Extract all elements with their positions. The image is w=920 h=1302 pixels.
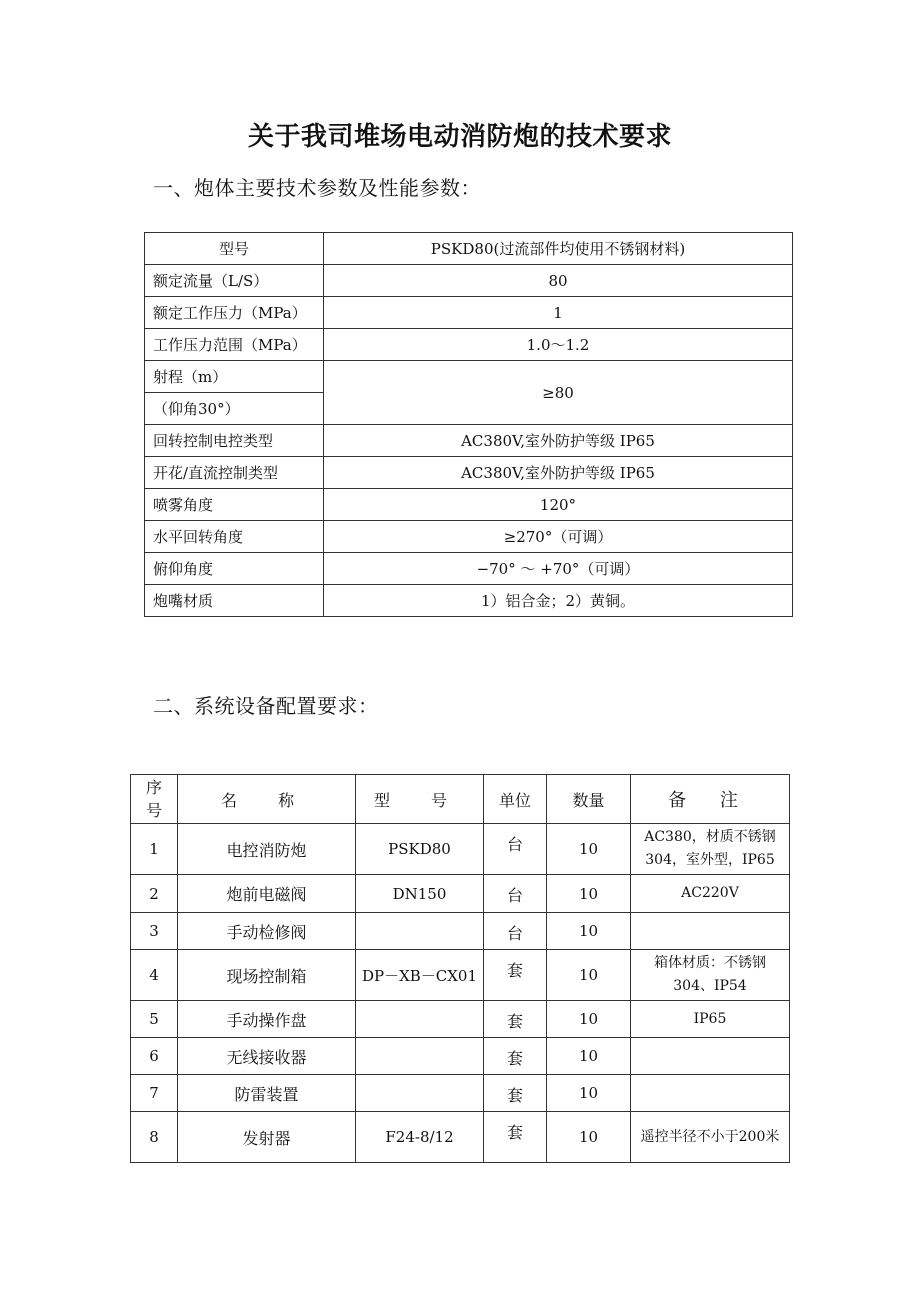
row-model: PSKD80 xyxy=(356,824,484,875)
section-heading-params: 一、炮体主要技术参数及性能参数： xyxy=(153,176,481,200)
param-value: 80 xyxy=(324,265,793,297)
row-model xyxy=(356,1038,484,1075)
table-row xyxy=(131,1001,790,1038)
row-no: 5 xyxy=(131,1001,178,1038)
row-no: 7 xyxy=(131,1075,178,1112)
param-value: AC380V,室外防护等级 IP65 xyxy=(324,457,793,489)
row-model: DP－XB－CX01 xyxy=(356,950,484,1001)
row-remark: 遥控半径不小于200米 xyxy=(631,1112,790,1163)
table-row xyxy=(131,913,790,950)
row-name: 防雷装置 xyxy=(178,1075,356,1112)
param-label: 额定流量（L/S） xyxy=(145,265,324,297)
param-label: 工作压力范围（MPa） xyxy=(145,329,324,361)
row-remark xyxy=(631,1075,790,1112)
row-unit: 套 xyxy=(484,950,547,1001)
table-row xyxy=(145,521,793,553)
header-no: 序号 xyxy=(131,775,178,824)
document-title: 关于我司堆场电动消防炮的技术要求 xyxy=(247,122,672,152)
row-qty: 10 xyxy=(547,875,631,913)
param-value: 120° xyxy=(324,489,793,521)
table-row xyxy=(145,361,793,393)
param-label: 俯仰角度 xyxy=(145,553,324,585)
param-value: ≥270°（可调） xyxy=(324,521,793,553)
row-model: F24-8/12 xyxy=(356,1112,484,1163)
row-unit: 套 xyxy=(484,1001,547,1038)
param-value: PSKD80(过流部件均使用不锈钢材料) xyxy=(324,233,793,265)
equipment-table xyxy=(130,774,790,1163)
row-remark: AC380，材质不锈钢304，室外型，IP65 xyxy=(631,824,790,875)
table-row xyxy=(145,457,793,489)
row-no: 1 xyxy=(131,824,178,875)
row-name: 炮前电磁阀 xyxy=(178,875,356,913)
row-remark: AC220V xyxy=(631,875,790,913)
row-qty: 10 xyxy=(547,1001,631,1038)
row-qty: 10 xyxy=(547,913,631,950)
table-row xyxy=(131,950,790,1001)
row-no: 3 xyxy=(131,913,178,950)
param-value: ≥80 xyxy=(324,361,793,425)
row-name: 手动操作盘 xyxy=(178,1001,356,1038)
param-value: 1 xyxy=(324,297,793,329)
row-no: 6 xyxy=(131,1038,178,1075)
row-qty: 10 xyxy=(547,1038,631,1075)
row-qty: 10 xyxy=(547,1075,631,1112)
table-row xyxy=(145,585,793,617)
header-name: 名 称 xyxy=(178,775,356,824)
header-model: 型 号 xyxy=(356,775,484,824)
row-unit: 台 xyxy=(484,913,547,950)
row-name: 发射器 xyxy=(178,1112,356,1163)
header-qty: 数量 xyxy=(547,775,631,824)
param-label: 喷雾角度 xyxy=(145,489,324,521)
table-row xyxy=(131,1112,790,1163)
table-row xyxy=(145,297,793,329)
row-model: DN150 xyxy=(356,875,484,913)
table-header-row xyxy=(131,775,790,824)
param-value: 1.0～1.2 xyxy=(324,329,793,361)
row-no: 2 xyxy=(131,875,178,913)
row-unit: 套 xyxy=(484,1112,547,1163)
row-model xyxy=(356,913,484,950)
header-remark: 备 注 xyxy=(631,775,790,824)
table-row xyxy=(131,1075,790,1112)
row-unit: 台 xyxy=(484,824,547,875)
param-value: 1）铝合金；2）黄铜。 xyxy=(324,585,793,617)
table-row xyxy=(145,489,793,521)
row-qty: 10 xyxy=(547,1112,631,1163)
table-row xyxy=(131,1038,790,1075)
row-name: 无线接收器 xyxy=(178,1038,356,1075)
row-remark: IP65 xyxy=(631,1001,790,1038)
row-name: 手动检修阀 xyxy=(178,913,356,950)
table-row xyxy=(131,875,790,913)
row-no: 4 xyxy=(131,950,178,1001)
row-unit: 台 xyxy=(484,875,547,913)
table-row xyxy=(145,233,793,265)
params-table xyxy=(144,232,793,617)
table-row xyxy=(145,265,793,297)
param-label: 额定工作压力（MPa） xyxy=(145,297,324,329)
row-name: 现场控制箱 xyxy=(178,950,356,1001)
row-remark: 箱体材质：不锈钢304、IP54 xyxy=(631,950,790,1001)
table-row xyxy=(145,329,793,361)
table-row xyxy=(145,553,793,585)
param-label: 开花/直流控制类型 xyxy=(145,457,324,489)
row-model xyxy=(356,1075,484,1112)
row-unit: 套 xyxy=(484,1075,547,1112)
param-label: 水平回转角度 xyxy=(145,521,324,553)
row-no: 8 xyxy=(131,1112,178,1163)
row-qty: 10 xyxy=(547,950,631,1001)
row-model xyxy=(356,1001,484,1038)
param-label: （仰角30°） xyxy=(145,393,324,425)
row-remark xyxy=(631,1038,790,1075)
param-value: −70° ～ +70°（可调） xyxy=(324,553,793,585)
row-name: 电控消防炮 xyxy=(178,824,356,875)
table-row xyxy=(145,425,793,457)
param-value: AC380V,室外防护等级 IP65 xyxy=(324,425,793,457)
param-label: 射程（m） xyxy=(145,361,324,393)
row-remark xyxy=(631,913,790,950)
header-unit: 单位 xyxy=(484,775,547,824)
row-qty: 10 xyxy=(547,824,631,875)
row-unit: 套 xyxy=(484,1038,547,1075)
section-heading-equipment: 二、系统设备配置要求： xyxy=(153,694,379,718)
table-row xyxy=(131,824,790,875)
param-label: 炮嘴材质 xyxy=(145,585,324,617)
param-label: 回转控制电控类型 xyxy=(145,425,324,457)
param-label: 型号 xyxy=(145,233,324,265)
